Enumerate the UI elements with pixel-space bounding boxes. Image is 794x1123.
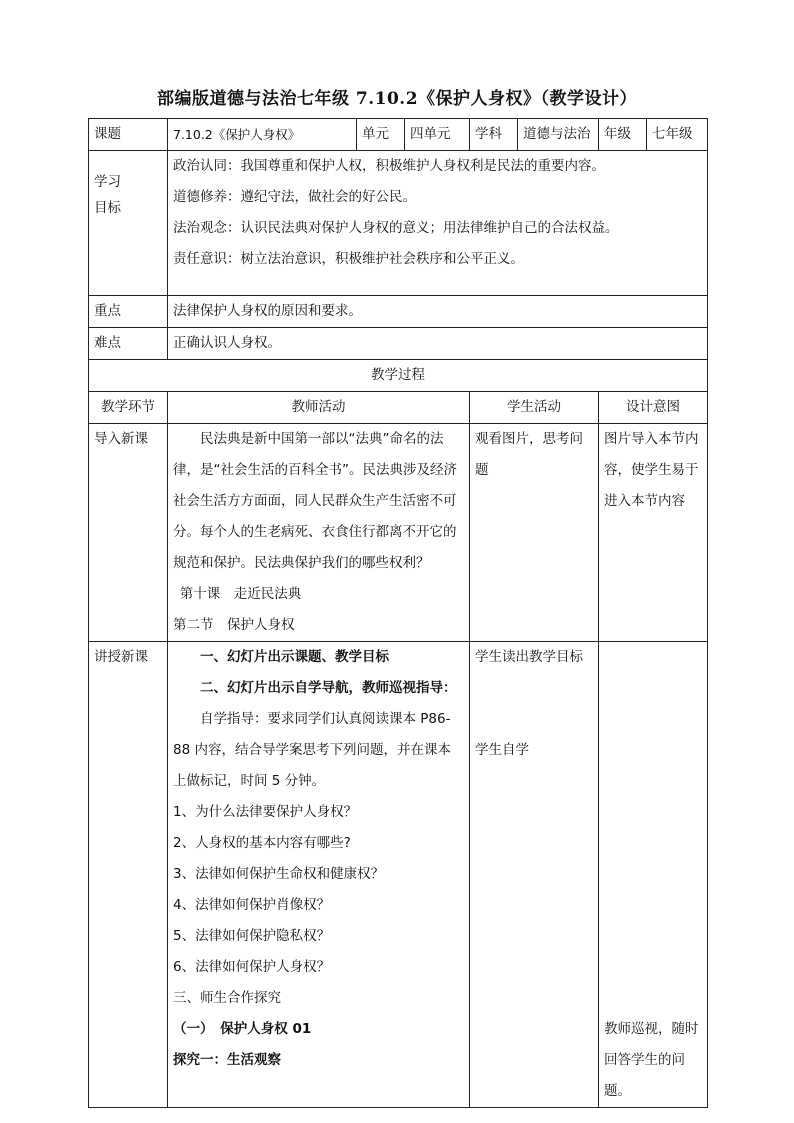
teach-question: 6、法律如何保护人身权？ [173,959,331,975]
teach-question: 1、为什么法律要保护人身权？ [173,804,358,820]
key-point-row [89,296,708,328]
teach-intent-spacer [604,642,702,1014]
goal-item: 法治观念：认识民法典对保护人身权的意义；用法律维护自己的合法权益。 [173,220,619,236]
teach-student-spacer [475,673,593,735]
goals-content [168,151,708,296]
goals-label-line2: 目标 [94,200,121,216]
intro-paragraph: 民法典是新中国第一部以“法典”命名的法律，是“社会生活的百科全书”。民法典涉及经济社会生活方方面面，同人民群众生产生活密不可分。每个人的生老病死、衣食住行都离不开它的规范和保护。民法典保护我们的哪些权利？ [173,431,457,571]
teach-question: 5、法律如何保护隐私权？ [173,928,331,944]
teach-teacher-activity [168,642,470,1108]
goal-item: 责任意识：树立法治意识，积极维护社会秩序和公平正义。 [173,251,524,267]
teach-stage: 讲授新课 [89,642,168,1108]
grade-label: 年级 [599,119,647,151]
teach-step-3: 三、师生合作探究 [173,990,281,1006]
goal-item: 政治认同：我国尊重和保护人权，积极维护人身权利是民法的重要内容。 [173,158,605,174]
process-title-row [89,360,708,392]
unit-label: 单元 [357,119,405,151]
column-header-teacher: 教师活动 [168,392,470,424]
goals-label [89,151,168,296]
intro-row [89,424,708,642]
intro-stage: 导入新课 [89,424,168,642]
header-row [89,119,708,151]
column-header-stage: 教学环节 [89,392,168,424]
column-header-intent: 设计意图 [599,392,708,424]
intro-teacher-activity [168,424,470,642]
unit-value: 四单元 [405,119,470,151]
lesson-label: 课题 [89,119,168,151]
lesson-plan-table [88,118,708,1108]
teach-student-activity [470,642,599,1108]
intro-lesson-line: 第十课 走近民法典 [179,586,302,602]
teach-question: 2、人身权的基本内容有哪些? [173,835,351,851]
difficult-point-row [89,328,708,360]
process-title: 教学过程 [89,360,708,392]
teach-question: 4、法律如何保护肖像权？ [173,897,331,913]
teach-subsection-1: （一） 保护人身权 01 [173,1021,312,1037]
column-header-row [89,392,708,424]
lesson-value: 7.10.2《保护人身权》 [168,119,357,151]
teach-student-a: 学生读出教学目标 [475,649,583,665]
difficult-point-label: 难点 [89,328,168,360]
intro-design-intent: 图片导入本节内容，使学生易于进入本节内容 [599,424,708,642]
teach-explore-1: 探究一：生活观察 [173,1052,281,1068]
teach-row [89,642,708,1108]
intro-section-line: 第二节 保护人身权 [173,617,295,633]
column-header-student: 学生活动 [470,392,599,424]
intro-student-activity: 观看图片，思考问题 [470,424,599,642]
key-point-label: 重点 [89,296,168,328]
key-point-value: 法律保护人身权的原因和要求。 [168,296,708,328]
subject-value: 道德与法治 [518,119,599,151]
subject-label: 学科 [470,119,518,151]
teach-question: 3、法律如何保护生命权和健康权？ [173,866,385,882]
teach-guide: 自学指导：要求同学们认真阅读课本 P86-88 内容，结合导学案思考下列问题，并在课本上做标记，时间 5 分钟。 [173,711,451,789]
teach-step-2: 二、幻灯片出示自学导航，教师巡视指导： [200,680,457,696]
document-title: 部编版道德与法治七年级 7.10.2《保护人身权》（教学设计） [156,89,638,109]
teach-step-1: 一、幻灯片出示课题、教学目标 [200,649,389,665]
difficult-point-value: 正确认识人身权。 [168,328,708,360]
goals-row [89,151,708,296]
grade-value: 七年级 [647,119,708,151]
teach-intent-text: 教师巡视，随时回答学生的问题。 [604,1021,699,1099]
teach-design-intent [599,642,708,1108]
goal-item: 道德修养：遵纪守法，做社会的好公民。 [173,189,416,205]
teach-student-b: 学生自学 [475,742,529,758]
goals-label-line1: 学习 [94,174,121,190]
